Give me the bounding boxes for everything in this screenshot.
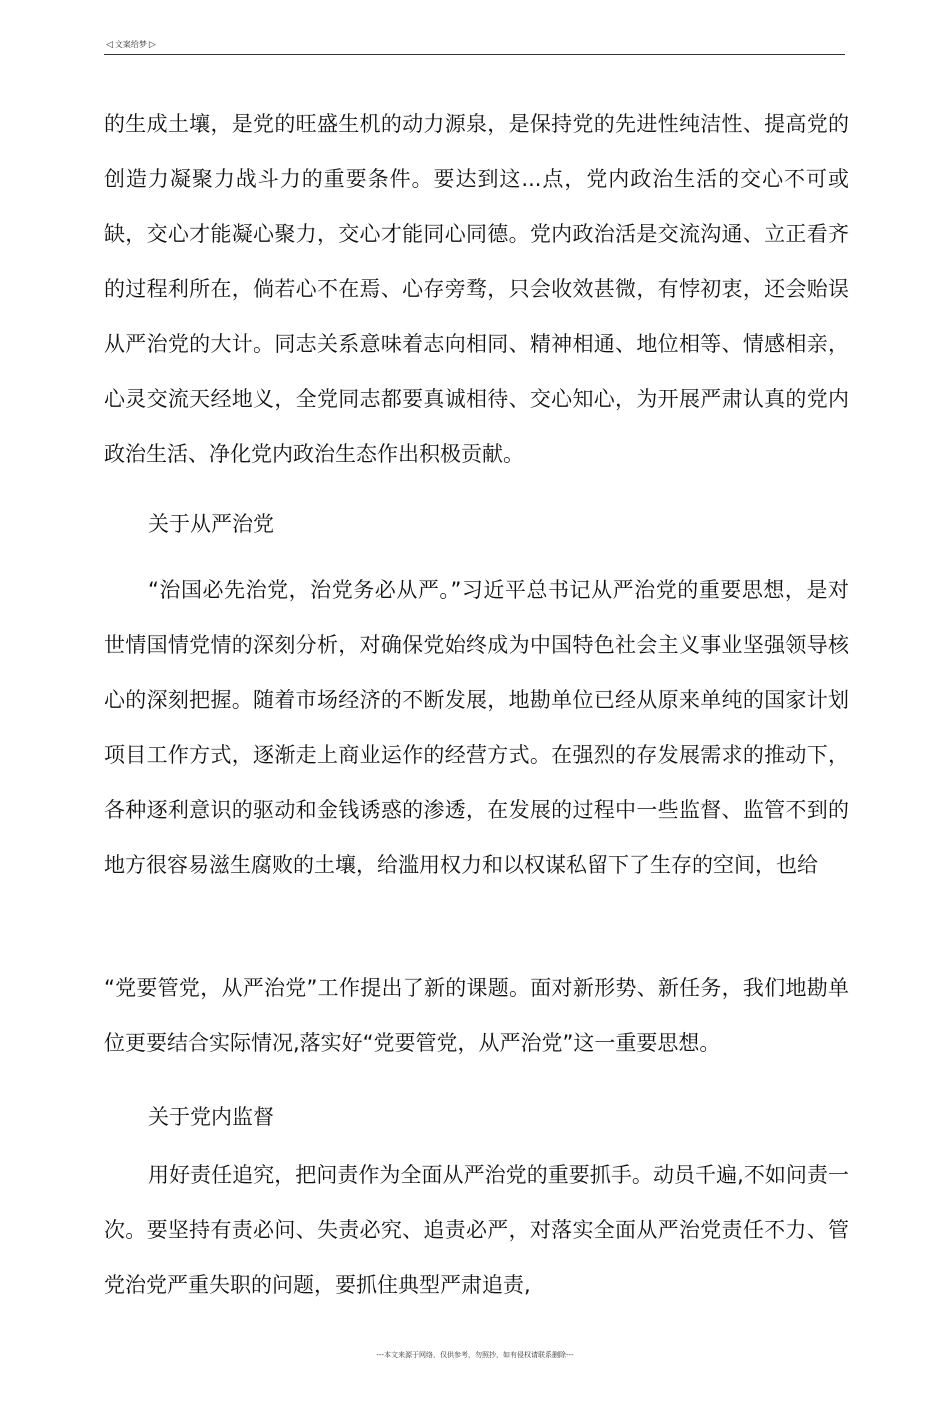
header-brand: 文案给梦 [114, 40, 147, 49]
section-heading-strict-governance: 关于从严治党 [148, 512, 274, 536]
paragraph-2: “治国必先治党，治党务必从严。”习近平总书记从严治党的重要思想，是对世情国情党情的深刻分析，对确保党始终成为中国特色社会主义事业坚强领导核心的深刻把握。随着市场经济的不断发展，地勘单位已经从原来单纯的国家计划项目工作方式，逐渐走上商业运作的经营方式。在强烈的存发展需求的推动下，各种逐利意识的驱动和金钱诱惑的渗透，在发展的过程中一些监督、监管不到的地方很容易滋生腐败的土壤，给滥用权力和以权谋私留下了生存的空间，也给 [104, 578, 849, 877]
section-heading-party-supervision: 关于党内监督 [148, 1105, 274, 1129]
header-logo [104, 40, 158, 50]
right-triangle-icon: ▷ [148, 40, 156, 50]
left-triangle-icon: ◁ [106, 40, 113, 50]
page-header [104, 38, 845, 55]
paragraph-4: 用好责任追究，把问责作为全面从严治党的重要抓手。动员千遍,不如问责一次。要坚持有责必问、失责必究、追责必严，对落实全面从严治党责任不力、管党治党严重失职的问题，要抓住典型严肃追责, [104, 1163, 849, 1297]
paragraph-3: “党要管党，从严治党”工作提出了新的课题。面对新形势、新任务，我们地勘单位更要结合实际情况,落实好“党要管党，从严治党”这一重要思想。 [104, 976, 849, 1055]
paragraph-1: 的生成土壤，是党的旺盛生机的动力源泉，是保持党的先进性纯洁性、提高党的创造力凝聚力战斗力的重要条件。要达到这...点，党内政治生活的交心不可或缺，交心才能凝心聚力，交心才能同心同德。党内政治活是交流沟通、立正看齐的过程利所在，倘若心不在焉、心存旁骛，只会收效甚微，有悖初衷，还会贻误从严治党的大计。同志关系意味着志向相同、精神相通、地位相等、情感相亲，心灵交流天经地义，全党同志都要真诚相待、交心知心，为开展严肃认真的党内政治生活、净化党内政治生态作出积极贡献。 [104, 112, 849, 466]
page-footer: ---本文来源于网络，仅供参考，勿照抄，如有侵权请联系删除--- [376, 1351, 574, 1359]
